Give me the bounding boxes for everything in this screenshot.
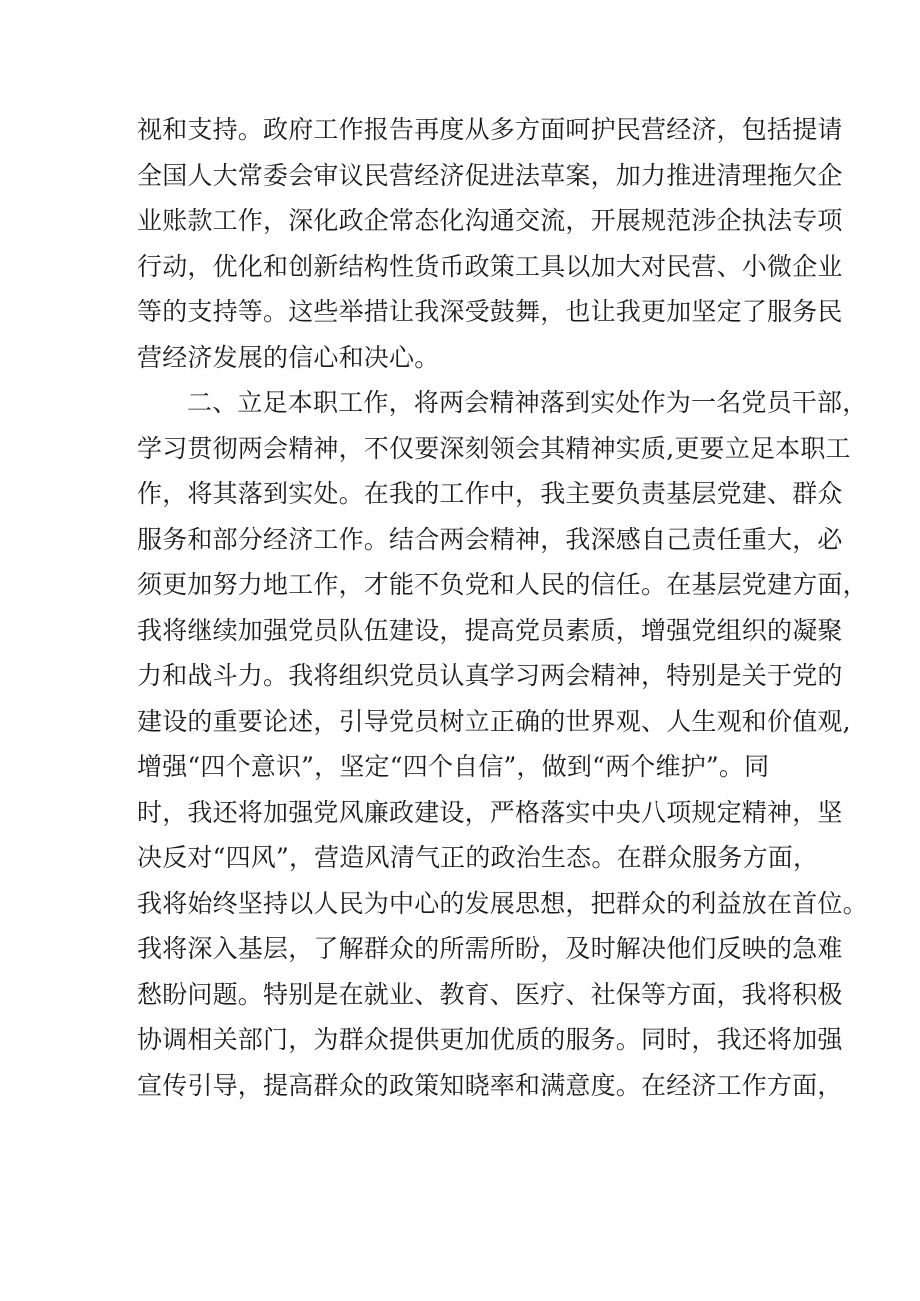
body-text: [137, 107, 868, 1108]
text-line: 增强“四个意识”，坚定“四个自信”，做到“两个维护”。同: [137, 752, 770, 781]
text-line: 须更加努力地工作，才能不负党和人民的信任。在基层党建方面，: [137, 570, 868, 599]
text-line: 全国人大常委会审议民营经济促进法草案，加力推进清理拖欠企: [137, 160, 843, 190]
text-line: 时，我还将加强党风廉政建设，严格落实中央八项规定精神，坚: [137, 797, 843, 827]
text-line: 服务和部分经济工作。结合两会精神，我深感自己责任重大，必: [137, 524, 843, 554]
text-line: 决反对“四风”，营造风清气正的政治生态。在群众服务方面，: [137, 843, 819, 872]
text-line: 协调相关部门，为群众提供更加优质的服务。同时，我还将加强: [137, 1025, 843, 1054]
text-line: 宣传引导，提高群众的政策知晓率和满意度。在经济工作方面，: [137, 1070, 843, 1100]
text-line: 行动，优化和创新结构性货币政策工具以加大对民营、小微企业: [137, 251, 843, 281]
text-line: 愁盼问题。特别是在就业、教育、医疗、社保等方面，我将积极: [137, 979, 843, 1009]
text-line: 学习贯彻两会精神，不仅要深刻领会其精神实质,更要立足本职工: [137, 433, 851, 463]
text-line: 力和战斗力。我将组织党员认真学习两会精神，特别是关于党的: [137, 661, 843, 690]
text-line: 建设的重要论述，引导党员树立正确的世界观、人生观和价值观,: [137, 706, 851, 736]
text-line: 等的支持等。这些举措让我深受鼓舞，也让我更加坚定了服务民: [137, 297, 843, 326]
text-line: 我将深入基层，了解群众的所需所盼，及时解决他们反映的急难: [137, 934, 843, 963]
text-line: 我将始终坚持以人民为中心的发展思想，把群众的利益放在首位。: [137, 888, 868, 918]
text-line: 作，将其落到实处。在我的工作中，我主要负责基层党建、群众: [137, 479, 843, 508]
text-line: 视和支持。政府工作报告再度从多方面呵护民营经济，包括提请: [137, 115, 843, 144]
text-line: 营经济发展的信心和决心。: [137, 342, 440, 372]
section-heading-line: 二、立足本职工作，将两会精神落到实处作为一名党员干部，: [187, 388, 868, 417]
text-line: 业账款工作，深化政企常态化沟通交流，开展规范涉企执法专项: [137, 206, 843, 235]
text-line: 我将继续加强党员队伍建设，提高党员素质，增强党组织的凝聚: [137, 615, 843, 645]
